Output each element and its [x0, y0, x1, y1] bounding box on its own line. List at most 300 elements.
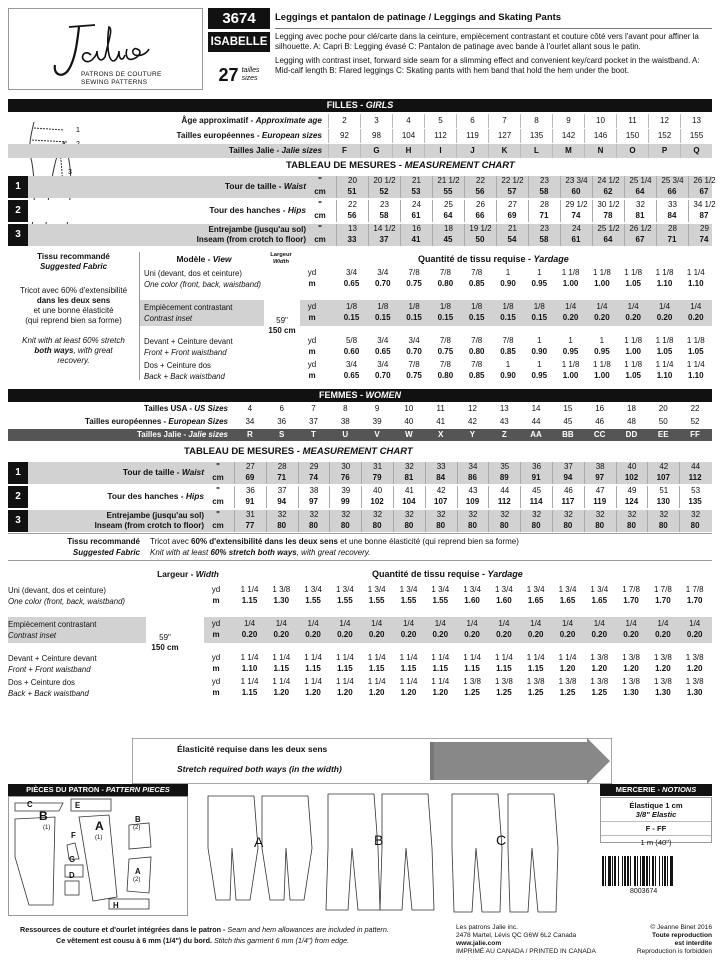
girls-measure-cm: 57	[507, 187, 517, 196]
girls-eu-cell: 152	[648, 129, 680, 143]
girls-fabric-m: 0.95	[594, 347, 610, 356]
women-fabric-yd: 1 3/4	[590, 585, 609, 594]
girls-fabric-m: 0.80	[437, 279, 454, 288]
women-measure-in: 49	[616, 486, 648, 508]
girls-measure-cm: 64	[635, 187, 645, 196]
women-unit-yd: yd	[211, 585, 221, 594]
women-measure-in: 51	[647, 486, 679, 508]
women-fabric-m: 1.20	[686, 664, 703, 673]
girls-measure-cm: 66	[667, 187, 677, 196]
women-measure-cm: 80	[468, 521, 477, 530]
girls-fabric-yd: 1 1/8	[624, 268, 643, 277]
barcode-bar	[655, 856, 656, 886]
girls-fabric-title-en: Suggested Fabric	[39, 262, 108, 271]
women-unit-m: m	[212, 688, 220, 697]
pattern-name: ISABELLE	[208, 32, 270, 52]
women-fabric-row-label: Uni (devant, dos et ceinture) One color (front, back, waistband)	[8, 586, 126, 606]
women-jalie-cell: R	[247, 430, 253, 439]
girls-eu-cell: 98	[360, 129, 392, 143]
women-measure-in: 32	[457, 510, 489, 532]
women-eu-cell: 41	[436, 417, 446, 426]
view-label-c: C	[496, 832, 507, 848]
girls-measure-cm: 81	[635, 211, 645, 220]
women-measure-in: 32	[266, 510, 298, 532]
girls-fabric-yd: 1/4	[658, 302, 671, 311]
girls-measure-cm: 61	[411, 211, 421, 220]
girls-jalie-row	[8, 144, 712, 158]
women-us-cell: 22	[690, 404, 700, 413]
women-fabric-m: 1.15	[337, 664, 353, 673]
addr-line4: IMPRIMÉ AU CANADA / PRINTED IN CANADA	[456, 948, 596, 955]
women-measure-cm: 80	[404, 521, 414, 530]
women-jalie-label: Tailles Jalie - Jalie sizes	[136, 430, 228, 439]
brand-sub2: SEWING PATTERNS	[81, 79, 148, 86]
women-fabric-m: 1.30	[655, 688, 671, 697]
girls-fabric-m: 0.15	[406, 313, 422, 322]
girls-measure-in: 22 1/2	[496, 176, 528, 198]
girls-measure-in: 25 1/2	[592, 224, 624, 246]
women-yardage-header: Quantité de tissu requise - Yardage	[372, 569, 523, 579]
women-fabric-yd: 1 3/4	[463, 585, 481, 594]
girls-eu-cell: 146	[584, 129, 616, 143]
barcode-bar	[646, 856, 648, 886]
footer-copyright	[620, 924, 712, 956]
notions-box	[600, 797, 712, 847]
women-fabric-m: 1.20	[368, 688, 385, 697]
girls-fabric-yd: 1 1/8	[655, 336, 674, 345]
girls-jalie-cell: O	[616, 144, 648, 158]
women-fabric-m: 1.20	[432, 688, 449, 697]
desc-fr: Legging avec poche pour clé/carte dans la ceinture, empiècement contrastant et couture côté vers l'avant pour affiner la silhouette. A: Capri B: Legging évasé C: Pantalon de patinage avec bande à l'ourlet allant sous le patin.	[275, 32, 699, 51]
women-measure-label: Tour de taille - Waist	[122, 467, 204, 477]
women-fabric-yd: 1/4	[307, 619, 319, 628]
addr-line1: Les patrons Jalie inc.	[456, 924, 518, 931]
girls-measure-in: 20	[336, 176, 368, 198]
women-measure-in: 28	[266, 462, 298, 484]
girls-age-cell: 11	[616, 114, 648, 128]
copy-line3: est interdite	[674, 940, 712, 947]
girls-measure-cm: 53	[411, 187, 421, 196]
women-fabric-yd: 1/4	[243, 619, 256, 628]
girls-fabric-m: 1.10	[688, 279, 704, 288]
women-fabric-m: 1.25	[496, 688, 512, 697]
girls-width-header: Largeur Width	[270, 252, 292, 265]
women-measure-in: 38	[584, 462, 616, 484]
girls-fabric-yd: 1 1/8	[624, 360, 643, 369]
women-unit-yd: yd	[211, 653, 221, 662]
barcode-bar	[659, 856, 660, 886]
women-eu-cell: 36	[277, 417, 287, 426]
girls-fabric-yd: 7/8	[439, 268, 451, 277]
women-us-cell: 4	[247, 404, 253, 413]
girls-measure-in: 26 1/2	[624, 224, 656, 246]
women-us-cell: 6	[279, 404, 284, 413]
women-fabric-yd: 1 1/4	[558, 653, 577, 662]
girls-yardage-header: Quantité de tissu requise - Yardage	[418, 254, 569, 264]
women-us-cell: 15	[563, 404, 573, 413]
piece-label-a1-count: (1)	[95, 835, 103, 841]
girls-fabric-yd: 1	[505, 360, 511, 369]
women-measure-in: 32	[584, 510, 616, 532]
girls-eu-cell: 127	[488, 129, 520, 143]
women-jalie-cell: FF	[690, 430, 700, 439]
women-measure-cm: 104	[402, 497, 416, 506]
women-fabric-m: 0.20	[527, 630, 544, 639]
women-fabric-yd: 1 3/8	[622, 653, 640, 662]
women-fabric-en-b: 60% stretch both ways	[210, 548, 297, 557]
women-measure-in: 31	[361, 462, 393, 484]
women-eu-cell: 48	[627, 417, 636, 426]
girls-fabric-yd: 7/8	[471, 268, 483, 277]
women-fabric-m: 0.20	[273, 630, 290, 639]
women-measure-in: 32	[647, 510, 679, 532]
women-measure-cm: 97	[309, 497, 318, 506]
girls-eu-cell: 142	[552, 129, 584, 143]
notions-length: 1 m (40")	[640, 838, 672, 847]
girls-measure-cm: 60	[571, 187, 581, 196]
women-fabric-yd: 1 1/4	[304, 653, 322, 662]
women-fabric-yd: 1 3/8	[653, 677, 672, 686]
girls-fabric-m: 0.15	[468, 313, 485, 322]
women-fabric-yd: 1 3/8	[494, 677, 513, 686]
girls-fabric-m: 0.20	[688, 313, 704, 322]
addr-web[interactable]: www.jalie.com	[456, 940, 502, 947]
women-fabric-yd: 1/4	[402, 619, 415, 628]
girls-measure-cm: 78	[603, 211, 613, 220]
barcode-bar	[608, 856, 611, 886]
girls-fabric-m: 1.10	[688, 371, 704, 380]
elastic-en: 3/8" Elastic	[635, 810, 677, 819]
women-measure-cm: 69	[245, 473, 255, 482]
women-measure-in: 36	[520, 462, 552, 484]
women-measure-label: Entrejambe (jusqu'au sol) Inseam (from crotch to floor)	[94, 511, 204, 530]
women-fabric-m: 1.25	[464, 688, 480, 697]
piece-label-b2: B	[135, 815, 141, 824]
barcode-number: 8003674	[630, 888, 658, 895]
women-unit-m: m	[212, 596, 220, 605]
women-measure-cm: 80	[340, 521, 350, 530]
women-measure-in: 29	[298, 462, 330, 484]
barcode-bar	[624, 856, 626, 886]
girls-fabric-yd: 1/8	[408, 302, 420, 311]
girls-fabric-yd: 3/4	[345, 360, 358, 369]
piece-label-b2-count: (2)	[133, 825, 141, 831]
women-fabric-yd: 1 1/4	[335, 653, 354, 662]
women-fabric-yd: 1 3/4	[367, 585, 386, 594]
women-fabric-m: 1.15	[400, 664, 417, 673]
girls-jalie-cell: M	[552, 144, 584, 158]
women-jalie-cell: X	[438, 430, 444, 439]
women-fabric-row-label: Empiècement contrastant Contrast inset	[8, 620, 97, 640]
girls-measure-label: Tour des hanches - Hips	[209, 205, 306, 215]
leggings-drawings	[196, 788, 568, 916]
copy-line1: © Jeanne Binet 2016	[650, 924, 712, 931]
girls-measure-number: 2	[8, 200, 28, 222]
girls-age-cell: 12	[648, 114, 680, 128]
women-fabric-m: 1.20	[305, 688, 321, 697]
women-eu-cell: 43	[499, 417, 509, 426]
girls-eu-cell: 112	[424, 129, 456, 143]
women-fabric-yd: 1 3/4	[558, 585, 577, 594]
girls-fabric-yd: 7/8	[502, 336, 514, 345]
women-unit-in: "	[216, 510, 220, 519]
girls-eu-label: Tailles européennes - European sizes	[176, 131, 322, 140]
women-measure-cm: 81	[404, 473, 414, 482]
girls-measure-in: 24 1/2	[592, 176, 624, 198]
girls-fabric-yd: 1	[537, 336, 542, 345]
women-jalie-cell: EE	[657, 430, 669, 439]
women-fabric-yd: 1 3/8	[590, 653, 609, 662]
barcode-bar	[642, 856, 645, 886]
women-fabric-m: 1.70	[623, 596, 639, 605]
girls-fabric-m: 1.00	[562, 279, 579, 288]
women-us-cell: 12	[468, 404, 477, 413]
girls-measure-cm: 84	[667, 211, 677, 220]
girls-unit-m: m	[308, 279, 316, 288]
girls-measure-cm: 87	[699, 211, 709, 220]
girls-measure-in: 28	[528, 200, 560, 222]
women-fabric-yd: 1 1/4	[240, 653, 259, 662]
girls-measure-in: 24	[560, 224, 592, 246]
girls-measure-in: 25	[432, 200, 464, 222]
girls-fabric-fr4: (qui reprend bien sa forme)	[25, 316, 122, 325]
women-fabric-yd: 1 3/4	[335, 585, 354, 594]
women-eu-cell: 50	[658, 417, 668, 426]
girls-fabric-m: 0.15	[375, 313, 391, 322]
women-fabric-yd: 1/4	[593, 619, 605, 628]
women-fabric-m: 1.20	[655, 664, 671, 673]
girls-measure-cm: 69	[507, 211, 517, 220]
girls-fabric-en4: recovery.	[57, 356, 90, 365]
girls-fabric-m: 0.70	[406, 347, 422, 356]
girls-unit-yd: yd	[307, 360, 317, 369]
women-measure-cm: 124	[624, 497, 639, 506]
women-measure-in: 32	[552, 510, 584, 532]
girls-measure-cm: 62	[603, 187, 613, 196]
girls-fabric-m: 0.85	[468, 279, 485, 288]
women-fabric-m: 1.30	[623, 688, 639, 697]
women-jalie-cell: CC	[593, 430, 606, 439]
girls-fabric-fr1: Tricot avec 60% d'extensibilité	[19, 286, 128, 295]
girls-fabric-m: 1.05	[625, 279, 641, 288]
women-fabric-yd: 1 3/8	[558, 677, 577, 686]
girls-age-cell: 6	[456, 114, 488, 128]
notions-range: F - FF	[601, 822, 711, 836]
girls-age-cell: 10	[584, 114, 616, 128]
girls-fabric-yd: 1	[505, 268, 511, 277]
women-fabric-m: 1.65	[527, 596, 544, 605]
pattern-pieces-illustration	[9, 797, 187, 915]
women-measure-cm: 102	[370, 497, 384, 506]
women-jalie-cell: Z	[501, 430, 507, 439]
barcode-bar	[602, 856, 604, 886]
girls-fabric-m: 0.20	[594, 313, 610, 322]
girls-fabric-row-label: Devant + Ceinture devant Front + Front waistband	[144, 337, 233, 357]
girls-eu-row	[8, 129, 712, 143]
girls-measure-cm: 71	[539, 211, 549, 220]
women-measure-in: 32	[329, 510, 361, 532]
women-measure-cm: 80	[595, 521, 605, 530]
women-unit-in: "	[216, 462, 220, 471]
girls-measure-in: 30 1/2	[592, 200, 624, 222]
view-label-b: B	[374, 832, 384, 848]
women-fabric-yd: 1 3/8	[685, 677, 704, 686]
girls-measure-in: 22	[336, 200, 368, 222]
girls-fabric-m: 0.15	[500, 313, 516, 322]
women-eu-cell: 52	[690, 417, 700, 426]
women-fabric-yd: 1 3/8	[622, 677, 640, 686]
girls-jalie-label: Tailles Jalie - Jalie sizes	[228, 146, 322, 155]
barcode-icon	[600, 856, 710, 886]
girls-fabric-yd: 7/8	[439, 336, 451, 345]
girls-unit-cm: cm	[314, 235, 326, 244]
girls-jalie-cell: P	[648, 144, 680, 158]
notions-title: MERCERIE - NOTIONS	[600, 784, 712, 796]
girls-view-header: Modèle - View	[176, 254, 232, 264]
women-fabric-m: 1.30	[273, 596, 290, 605]
girls-fabric-m: 0.80	[437, 371, 454, 380]
women-measure-cm: 80	[627, 521, 636, 530]
stretch-en: Stretch required both ways (in the width)	[177, 764, 342, 774]
women-fabric-m: 1.15	[496, 664, 512, 673]
girls-jalie-cell: L	[520, 144, 552, 158]
girls-measure-in: 25 1/4	[624, 176, 656, 198]
girls-fabric-m: 0.65	[375, 347, 391, 356]
girls-fabric-m: 0.80	[468, 347, 485, 356]
women-measure-cm: 79	[372, 473, 382, 482]
women-fabric-m: 1.20	[559, 664, 576, 673]
piece-label-a2-count: (2)	[133, 877, 141, 883]
girls-measure-in: 24	[400, 200, 432, 222]
women-fabric-yd: 1/4	[689, 619, 701, 628]
women-us-cell: 18	[627, 404, 636, 413]
women-measure-in: 39	[329, 486, 361, 508]
women-fabric-en-a: Knit with at least	[150, 548, 211, 557]
women-bar: FEMMES - WOMEN	[8, 389, 712, 402]
girls-unit-m: m	[308, 371, 316, 380]
women-unit-m: m	[212, 630, 220, 639]
women-measure-cm: 102	[624, 473, 639, 482]
barcode-bar	[605, 856, 606, 886]
women-measure-cm: 119	[593, 497, 607, 506]
women-fabric-yd: 1 1/4	[431, 653, 450, 662]
piece-label-c: C	[27, 800, 33, 809]
women-fabric-m: 1.15	[241, 596, 258, 605]
girls-measure-cm: 61	[571, 235, 581, 244]
girls-fabric-yd: 7/8	[408, 360, 420, 369]
women-fabric-fr-b: 60% d'extensibilité dans les deux sens	[191, 537, 338, 546]
girls-fabric-row-label: Uni (devant, dos et ceinture) One color (front, back, waistband)	[144, 269, 262, 289]
copy-line2: Toute reproduction	[652, 932, 712, 939]
women-fabric-m: 1.20	[273, 688, 290, 697]
women-measure-in: 33	[425, 462, 457, 484]
girls-measure-in: 25 3/4	[656, 176, 688, 198]
girls-fabric-m: 0.90	[500, 371, 516, 380]
girls-fabric-yd: 1 1/8	[686, 336, 705, 345]
girls-measure-in: 32	[624, 200, 656, 222]
women-measure-cm: 80	[499, 521, 509, 530]
women-us-cell: 9	[374, 404, 380, 413]
women-jalie-cell: S	[279, 430, 285, 439]
girls-eu-cell: 135	[520, 129, 552, 143]
barcode-bar	[652, 856, 654, 886]
women-fabric-m: 1.70	[655, 596, 671, 605]
girls-measure-in: 29 1/2	[560, 200, 592, 222]
women-measure-in: 32	[425, 510, 457, 532]
women-measure-cm: 80	[531, 521, 541, 530]
women-fabric-yd: 1 3/8	[463, 677, 481, 686]
women-fabric-yd: 1/4	[371, 619, 383, 628]
girls-measure-label: Entrejambe (jusqu'au sol) Inseam (from crotch to floor)	[196, 225, 306, 244]
women-measure-in: 34	[457, 462, 489, 484]
women-eu-cell: 40	[404, 417, 414, 426]
women-jalie-cell: AA	[530, 430, 542, 439]
girls-unit-in: "	[318, 224, 322, 233]
girls-jalie-cell: Q	[680, 144, 712, 158]
women-fabric-m: 1.70	[686, 596, 703, 605]
girls-fabric-yd: 1	[537, 360, 542, 369]
girls-measure-in: 20 1/2	[368, 176, 400, 198]
women-fabric-yd: 1/4	[339, 619, 351, 628]
girls-fabric-fr3: et une bonne élasticité	[33, 306, 114, 315]
women-chart-title: TABLEAU DE MESURES - MEASUREMENT CHART	[184, 446, 413, 457]
women-eu-row	[8, 416, 712, 428]
women-fabric-m: 1.55	[368, 596, 385, 605]
women-fabric-m: 1.20	[337, 688, 353, 697]
girls-age-row	[8, 114, 712, 128]
women-measure-in: 42	[425, 486, 457, 508]
girls-fabric-m: 1.00	[594, 371, 610, 380]
women-measure-in: 36	[234, 486, 266, 508]
women-fabric-yd: 1/4	[275, 619, 287, 628]
women-us-cell: 16	[595, 404, 605, 413]
women-measure-in: 27	[234, 462, 266, 484]
women-measure-in: 46	[552, 486, 584, 508]
women-measure-cm: 76	[340, 473, 350, 482]
girls-fabric-m: 0.20	[625, 313, 641, 322]
women-unit-m: m	[212, 664, 220, 673]
girls-measure-in: 23	[528, 224, 560, 246]
girls-fabric-m: 1.10	[656, 371, 673, 380]
women-jalie-cell: U	[342, 430, 349, 439]
women-fabric-m: 1.20	[400, 688, 417, 697]
girls-fabric-yd: 3/4	[377, 336, 389, 345]
women-fabric-note	[8, 533, 712, 561]
women-measure-cm: 91	[531, 473, 541, 482]
stretch-fr: Élasticité requise dans les deux sens	[177, 744, 328, 754]
girls-measure-cm: 54	[507, 235, 517, 244]
pattern-pieces-title: PIÈCES DU PATRON - PATTERN PIECES	[8, 784, 188, 796]
women-measure-cm: 112	[497, 497, 511, 506]
women-fabric-yd: 1 1/4	[367, 677, 386, 686]
girls-fabric-m: 1.10	[656, 279, 673, 288]
girls-bar: FILLES - GIRLS	[8, 99, 712, 112]
barcode-bar	[614, 856, 616, 886]
women-fabric-m: 1.55	[400, 596, 417, 605]
barcode-bar	[649, 856, 650, 886]
girls-measure-in: 16	[400, 224, 432, 246]
girls-age-cell: 3	[360, 114, 392, 128]
piece-label-e: E	[75, 801, 81, 810]
girls-measure-in: 21	[400, 176, 432, 198]
women-fabric-m: 1.15	[241, 688, 258, 697]
footer-address	[456, 924, 596, 956]
women-fabric-yd: 1 1/4	[494, 653, 513, 662]
girls-fabric-m: 0.70	[375, 279, 391, 288]
women-measure-in: 45	[520, 486, 552, 508]
women-fabric-yd: 1 1/4	[304, 677, 322, 686]
women-fabric-yd: 1 1/4	[399, 653, 418, 662]
